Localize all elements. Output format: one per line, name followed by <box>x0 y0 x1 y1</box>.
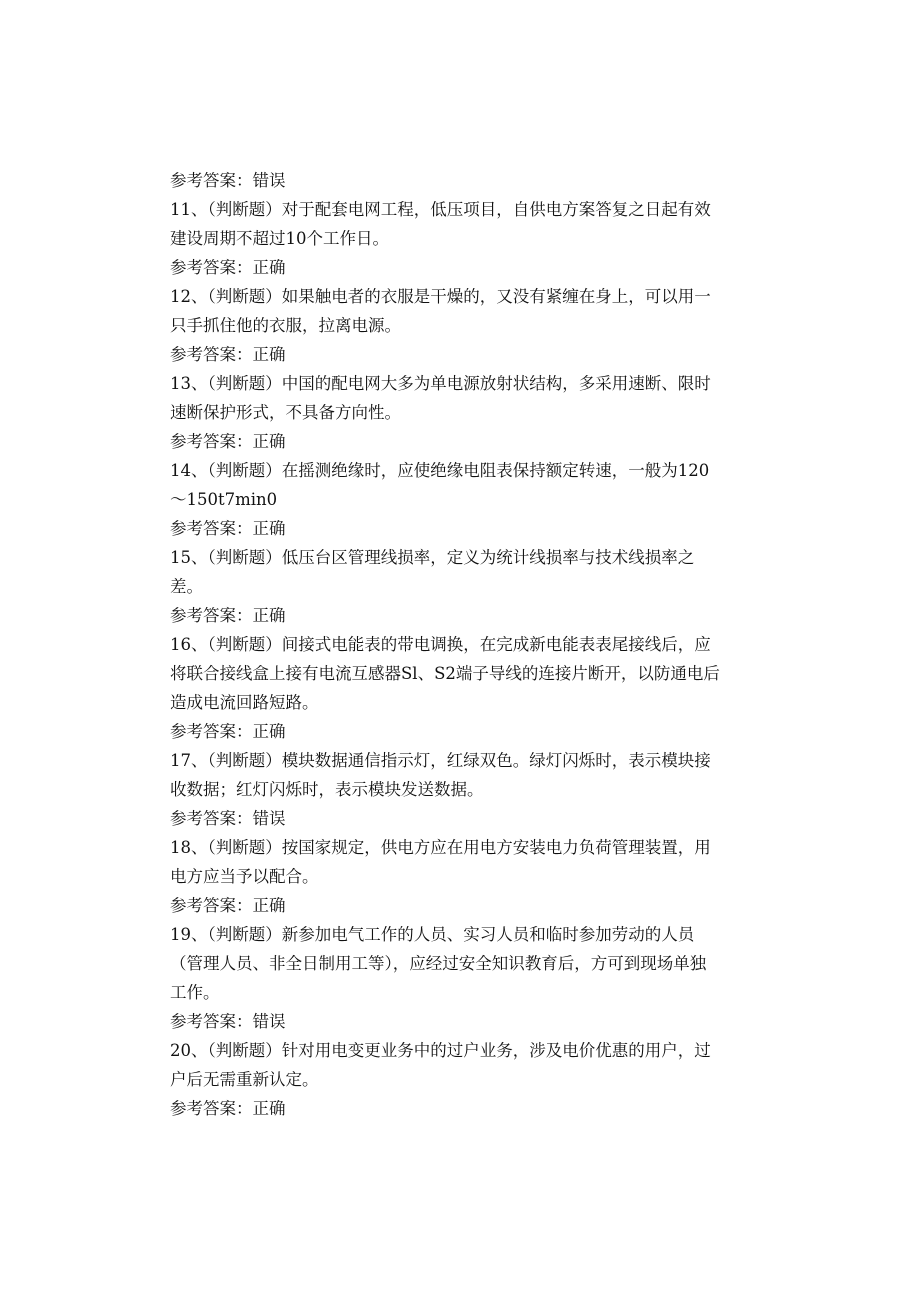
question-line: 12、（判断题）如果触电者的衣服是干燥的，又没有紧缠在身上，可以用一 <box>170 287 711 306</box>
question-line: 差。 <box>170 577 203 596</box>
question-line: 13、（判断题）中国的配电网大多为单电源放射状结构，多采用速断、限时 <box>170 374 711 393</box>
answer-line: 参考答案：正确 <box>170 722 286 741</box>
answer-line: 参考答案：正确 <box>170 1099 286 1118</box>
question-line: 14、（判断题）在摇测绝缘时，应使绝缘电阻表保持额定转速，一般为120 <box>170 461 710 480</box>
answer-line: 参考答案：错误 <box>170 1012 286 1031</box>
question-line: 户后无需重新认定。 <box>170 1070 319 1089</box>
question-line: 11、（判断题）对于配套电网工程，低压项目，自供电方案答复之日起有效 <box>170 200 711 219</box>
question-line: 速断保护形式，不具备方向性。 <box>170 403 401 422</box>
question-line: 17、（判断题）模块数据通信指示灯，红绿双色。绿灯闪烁时，表示模块接 <box>170 751 711 770</box>
document-body <box>170 166 750 1123</box>
question-line: 20、（判断题）针对用电变更业务中的过户业务，涉及电价优惠的用户，过 <box>170 1041 711 1060</box>
answer-line: 参考答案：正确 <box>170 258 286 277</box>
question-line: （管理人员、非全日制用工等），应经过安全知识教育后，方可到现场单独 <box>170 954 707 973</box>
question-line: 将联合接线盒上接有电流互感器Sl、S2端子导线的连接片断开，以防通电后 <box>170 664 720 683</box>
answer-line: 参考答案：正确 <box>170 606 286 625</box>
answer-line: 参考答案：错误 <box>170 809 286 828</box>
question-line: 15、（判断题）低压台区管理线损率，定义为统计线损率与技术线损率之 <box>170 548 695 567</box>
question-line: 建设周期不超过10个工作日。 <box>170 229 389 248</box>
question-line: 16、（判断题）间接式电能表的带电调换，在完成新电能表表尾接线后，应 <box>170 635 711 654</box>
answer-line: 参考答案：错误 <box>170 171 286 190</box>
question-line: 只手抓住他的衣服，拉离电源。 <box>170 316 401 335</box>
question-line: 18、（判断题）按国家规定，供电方应在用电方安装电力负荷管理装置，用 <box>170 838 711 857</box>
question-line: 19、（判断题）新参加电气工作的人员、实习人员和临时参加劳动的人员 <box>170 925 695 944</box>
answer-line: 参考答案：正确 <box>170 896 286 915</box>
question-line: 电方应当予以配合。 <box>170 867 319 886</box>
question-line: ～150t7min0 <box>170 490 278 509</box>
question-line: 工作。 <box>170 983 220 1002</box>
answer-line: 参考答案：正确 <box>170 345 286 364</box>
answer-line: 参考答案：正确 <box>170 432 286 451</box>
answer-line: 参考答案：正确 <box>170 519 286 538</box>
question-line: 收数据；红灯闪烁时，表示模块发送数据。 <box>170 780 484 799</box>
question-line: 造成电流回路短路。 <box>170 693 319 712</box>
